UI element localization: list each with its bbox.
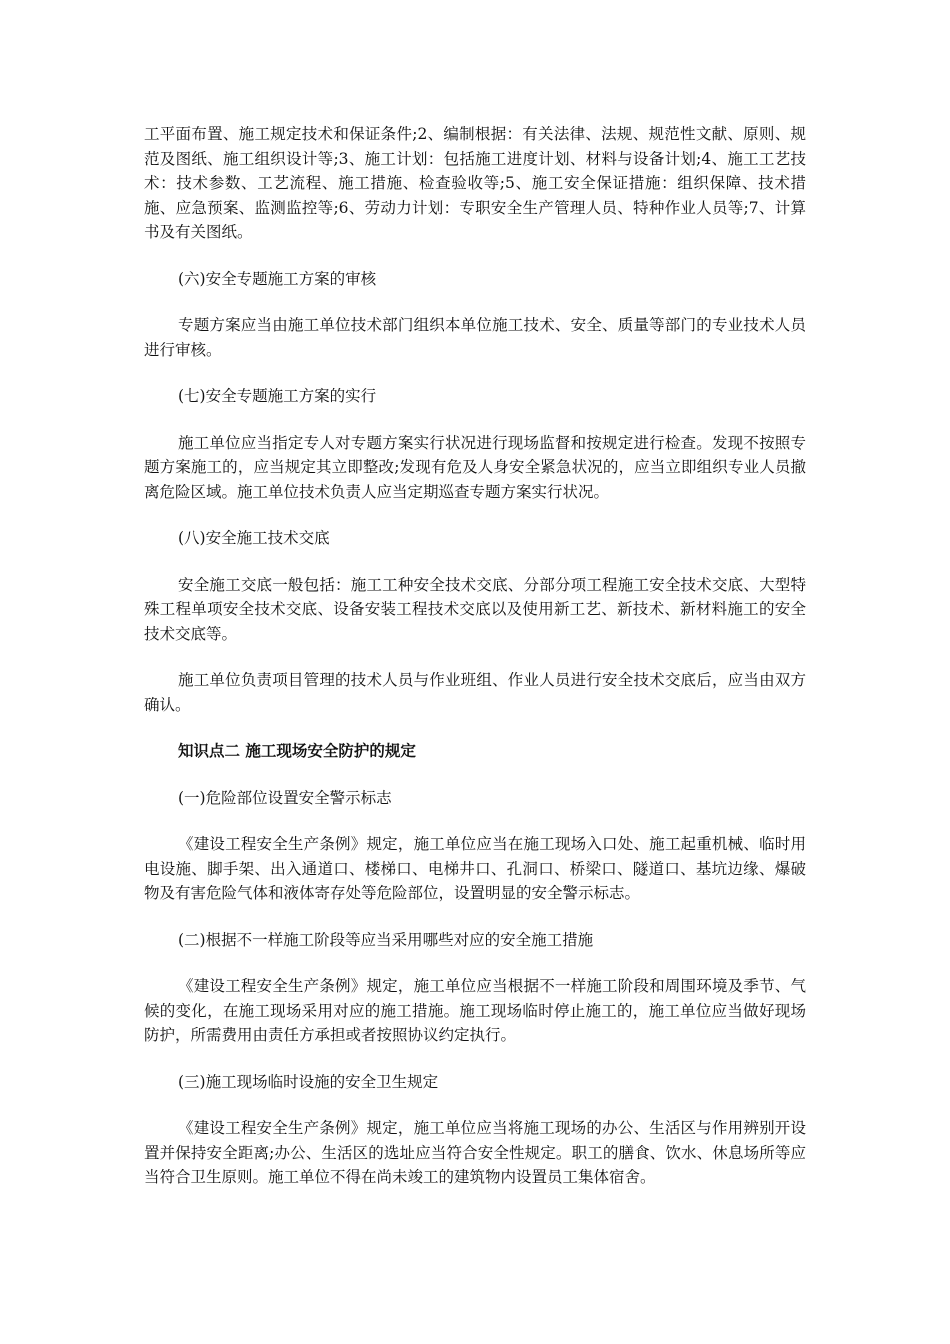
- paragraph-continuation: 工平面布置、施工规定技术和保证条件;2、编制根据：有关法律、法规、规范性文献、原则、规范及图纸、施工组织设计等;3、施工计划：包括施工进度计划、材料与设备计划;4、施工工艺技术：技术参数、工艺流程、施工措施、检查验收等;5、施工安全保证措施：组织保障、技术措施、应急预案、监测监控等;6、劳动力计划：专职安全生产管理人员、特种作业人员等;7、计算书及有关图纸。: [144, 125, 806, 241]
- section-heading-6: (六)安全专题施工方案的审核: [178, 269, 377, 288]
- paragraph-confirmation: 施工单位负责项目管理的技术人员与作业班组、作业人员进行安全技术交底后，应当由双方确认。: [144, 671, 806, 714]
- paragraph-construction-measures: 《建设工程安全生产条例》规定，施工单位应当根据不一样施工阶段和周围环境及季节、气候的变化，在施工现场采用对应的施工措施。施工现场临时停止施工的，施工单位应当做好现场防护，所需费用由责任方承担或者按照协议约定执行。: [144, 977, 806, 1044]
- section-heading-8: (八)安全施工技术交底: [178, 529, 330, 547]
- knowledge-point-heading: 知识点二 施工现场安全防护的规定: [178, 742, 416, 760]
- paragraph-disclosure: 安全施工交底一般包括：施工工种安全技术交底、分部分项工程施工安全技术交底、大型特殊工程单项安全技术交底、设备安装工程技术交底以及使用新工艺、新技术、新材料施工的安全技术交底等。: [144, 575, 806, 643]
- paragraph-implementation: 施工单位应当指定专人对专题方案实行状况进行现场监督和按规定进行检查。发现不按照专题方案施工的，应当规定其立即整改;发现有危及人身安全紧急状况的，应当立即组织专业人员撤离危险区域。施工单位技术负责人应当定期巡查专题方案实行状况。: [144, 433, 806, 501]
- section-heading-3: (三)施工现场临时设施的安全卫生规定: [178, 1072, 439, 1091]
- paragraph-temporary-facilities: 《建设工程安全生产条例》规定，施工单位应当将施工现场的办公、生活区与作用辨别开设置并保持安全距离;办公、生活区的选址应当符合安全性规定。职工的膳食、饮水、休息场所等应当符合卫生原则。施工单位不得在尚未竣工的建筑物内设置员工集体宿舍。: [144, 1119, 806, 1186]
- section-heading-1: (一)危险部位设置安全警示标志: [178, 788, 392, 807]
- section-heading-2: (二)根据不一样施工阶段等应当采用哪些对应的安全施工措施: [178, 930, 594, 949]
- section-heading-7: (七)安全专题施工方案的实行: [178, 387, 377, 405]
- paragraph-warning-signs: 《建设工程安全生产条例》规定，施工单位应当在施工现场入口处、施工起重机械、临时用电设施、脚手架、出入通道口、楼梯口、电梯井口、孔洞口、桥梁口、隧道口、基坑边缘、爆破物及有害危险气体和液体寄存处等危险部位，设置明显的安全警示标志。: [144, 835, 806, 902]
- paragraph-review: 专题方案应当由施工单位技术部门组织本单位施工技术、安全、质量等部门的专业技术人员进行审核。: [144, 316, 806, 359]
